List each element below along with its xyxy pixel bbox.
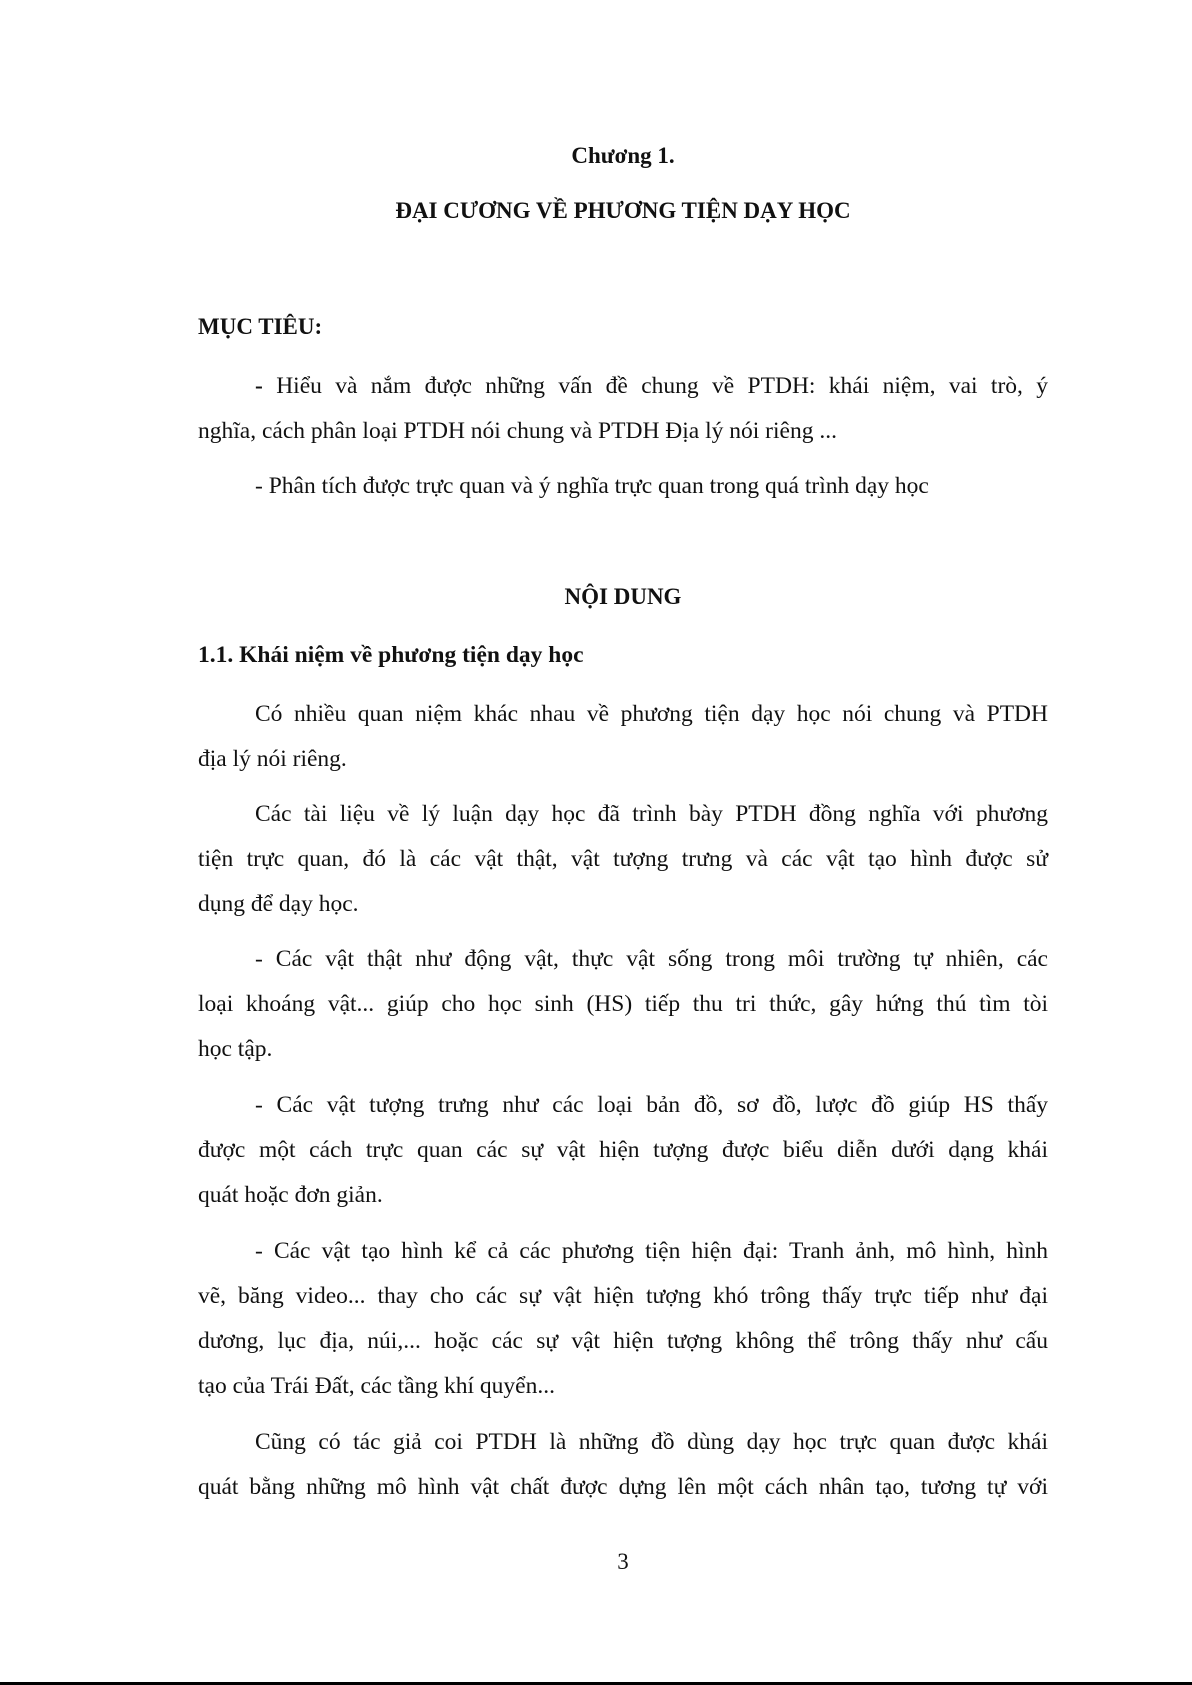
paragraph-4 <box>198 1083 1048 1218</box>
paragraph-line: quát hoặc đơn giản. <box>198 1182 383 1208</box>
section-heading: 1.1. Khái niệm về phương tiện dạy học <box>198 642 584 668</box>
objectives-heading: MỤC TIÊU: <box>198 314 323 339</box>
paragraph-line: Cũng có tác giả coi PTDH là những đồ dùng dạy học trực quan được khái <box>255 1429 1048 1455</box>
paragraph-line: địa lý nói riêng. <box>198 746 347 772</box>
objective-item-2 <box>198 464 1048 509</box>
paragraph-line: Có nhiều quan niệm khác nhau về phương tiện dạy học nói chung và PTDH <box>255 701 1048 727</box>
page-number: 3 <box>617 1549 629 1574</box>
objective-item-1-line-2: nghĩa, cách phân loại PTDH nói chung và PTDH Địa lý nói riêng ... <box>198 418 837 444</box>
paragraph-5 <box>198 1229 1048 1409</box>
objective-item-1 <box>198 364 1048 454</box>
paragraph-line: học tập. <box>198 1036 273 1062</box>
paragraph-line: quát bằng những mô hình vật chất được dựng lên một cách nhân tạo, tương tự với <box>198 1474 1048 1500</box>
paragraph-line: loại khoáng vật... giúp cho học sinh (HS) tiếp thu tri thức, gây hứng thú tìm tòi <box>198 991 1048 1017</box>
paragraph-line: vẽ, băng video... thay cho các sự vật hiện tượng khó trông thấy trực tiếp như đại <box>198 1283 1048 1309</box>
paragraph-line: tiện trực quan, đó là các vật thật, vật tượng trưng và các vật tạo hình được sử <box>198 846 1048 872</box>
paragraph-line: - Các vật thật như động vật, thực vật sống trong môi trường tự nhiên, các <box>255 946 1048 972</box>
paragraph-1 <box>198 692 1048 782</box>
paragraph-line: dụng để dạy học. <box>198 891 359 917</box>
chapter-title: ĐẠI CƯƠNG VỀ PHƯƠNG TIỆN DẠY HỌC <box>395 198 851 223</box>
paragraph-3 <box>198 937 1048 1072</box>
objective-item-1-dash: - <box>255 373 263 399</box>
objective-item-2-line-1: - Phân tích được trực quan và ý nghĩa trực quan trong quá trình dạy học <box>255 473 929 499</box>
paragraph-line: - Các vật tạo hình kể cả các phương tiện hiện đại: Tranh ảnh, mô hình, hình <box>255 1238 1048 1264</box>
paragraph-6 <box>198 1420 1048 1510</box>
objective-item-1-line-1: - Hiểu và nắm được những vấn đề chung về PTDH: khái niệm, vai trò, ý <box>255 373 1048 399</box>
chapter-label: Chương 1. <box>571 143 675 168</box>
paragraph-2 <box>198 792 1048 927</box>
paragraph-line: dương, lục địa, núi,... hoặc các sự vật hiện tượng không thể trông thấy như cấu <box>198 1328 1048 1354</box>
paragraph-line: - Các vật tượng trưng như các loại bản đồ, sơ đồ, lược đồ giúp HS thấy <box>255 1092 1048 1118</box>
paragraph-line: được một cách trực quan các sự vật hiện tượng được biểu diễn dưới dạng khái <box>198 1137 1048 1163</box>
content-heading: NỘI DUNG <box>564 584 682 609</box>
paragraph-line: Các tài liệu về lý luận dạy học đã trình bày PTDH đồng nghĩa với phương <box>255 801 1048 827</box>
paragraph-line: tạo của Trái Đất, các tầng khí quyển... <box>198 1373 555 1399</box>
